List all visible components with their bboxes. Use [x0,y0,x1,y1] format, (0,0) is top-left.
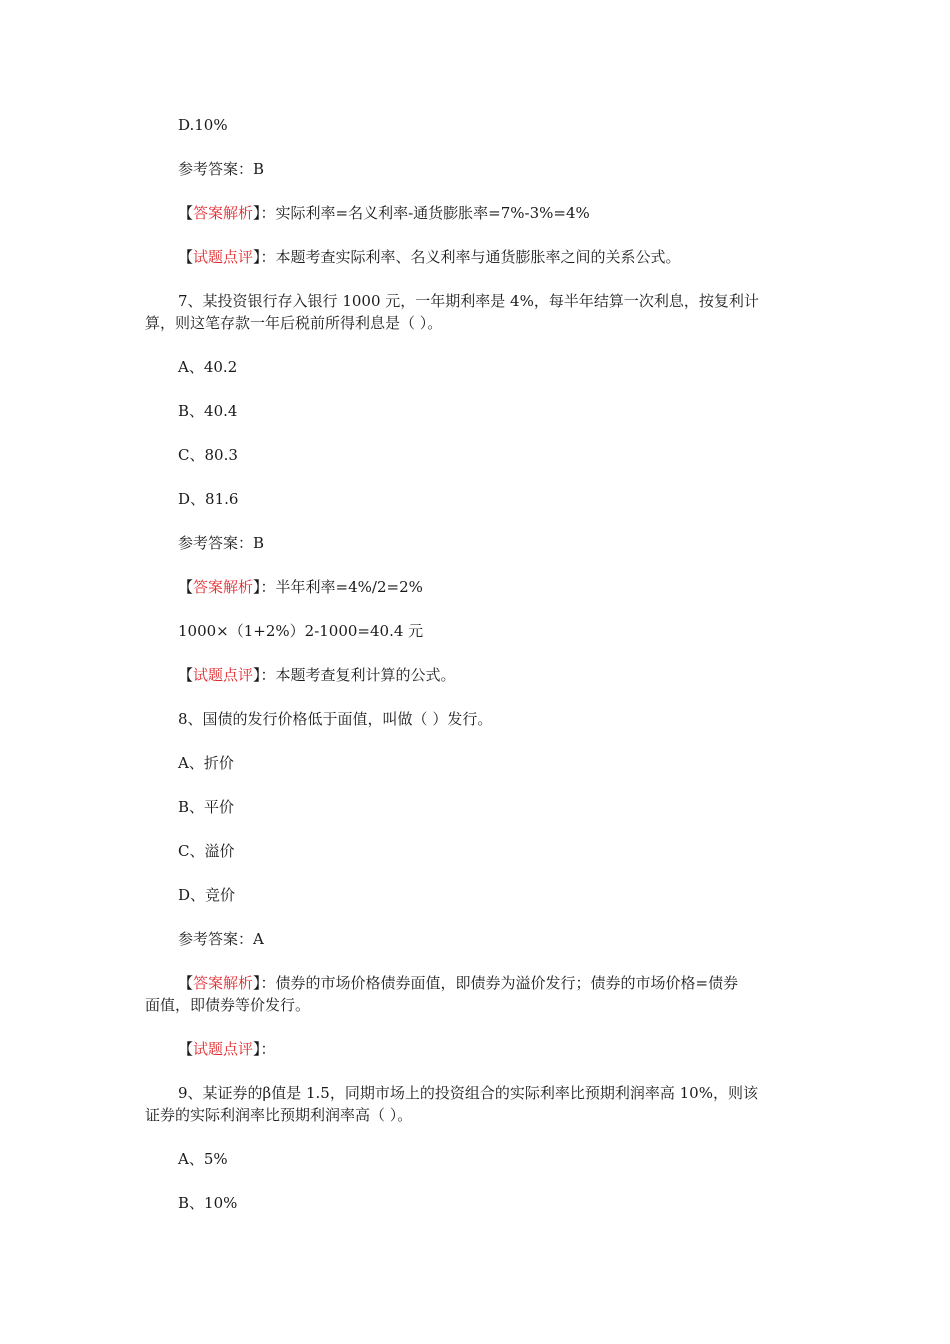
comment-text: ：本题考查实际利率、名义利率与通货膨胀率之间的关系公式。 [260,248,681,266]
comment-label: 试题点评 [193,1040,254,1058]
q8-answer: 参考答案：A [178,930,264,948]
q7-question-line1: 7、某投资银行存入银行 1000 元，一年期利率是 4%，每半年结算一次利息，按复利计 [178,292,759,310]
comment-text: ： [260,1040,276,1058]
comment-label: 试题点评 [193,248,254,266]
q8-option-b: B、平价 [178,798,235,816]
analysis-text: ：债券的市场价格债券面值，即债券为溢价发行；债券的市场价格=债券 [260,974,739,992]
analysis-label: 答案解析 [193,974,254,992]
analysis-text: ：实际利率=名义利率-通货膨胀率=7%-3%=4% [260,204,590,222]
bracket-close: 】 [253,248,261,266]
bracket-close: 】 [253,578,261,596]
analysis-label: 答案解析 [193,578,254,596]
q8-option-d: D、竞价 [178,886,236,904]
q7-answer: 参考答案：B [178,534,265,552]
comment-label: 试题点评 [193,666,254,684]
q8-question: 8、国债的发行价格低于面值，叫做（ ）发行。 [178,710,493,728]
q8-comment [0,1038,950,1060]
q7-option-c: C、80.3 [178,446,238,464]
bracket-open: 【 [178,248,194,266]
comment-text: ：本题考查复利计算的公式。 [260,666,456,684]
q9-question-line2: 证券的实际利润率比预期利润率高（ ）。 [145,1106,413,1124]
q8-analysis-line2: 面值，即债券等价发行。 [145,996,311,1014]
bracket-close: 】 [253,974,261,992]
q7-analysis [0,576,950,598]
q6-comment [0,246,950,268]
bracket-open: 【 [178,578,194,596]
bracket-close: 】 [253,666,261,684]
q9-question-line1: 9、某证券的β值是 1.5，同期市场上的投资组合的实际利率比预期利润率高 10%，则该 [178,1084,758,1102]
q8-option-a: A、折价 [178,754,234,772]
q6-answer: 参考答案：B [178,160,265,178]
q7-formula: 1000×（1+2%）2-1000=40.4 元 [178,622,424,640]
q7-question-line2: 算，则这笔存款一年后税前所得利息是（ ）。 [145,314,443,332]
q6-option-d: D.10% [178,116,228,134]
q6-analysis [0,202,950,224]
q7-option-b: B、40.4 [178,402,238,420]
bracket-open: 【 [178,974,194,992]
bracket-close: 】 [253,1040,261,1058]
q8-option-c: C、溢价 [178,842,235,860]
analysis-text: ：半年利率=4%/2=2% [260,578,423,596]
q8-analysis-line1 [0,972,950,994]
bracket-close: 】 [253,204,261,222]
q9-option-b: B、10% [178,1194,238,1212]
bracket-open: 【 [178,666,194,684]
bracket-open: 【 [178,204,194,222]
q7-option-d: D、81.6 [178,490,239,508]
q7-option-a: A、40.2 [178,358,238,376]
bracket-open: 【 [178,1040,194,1058]
q9-option-a: A、5% [178,1150,228,1168]
analysis-label: 答案解析 [193,204,254,222]
q7-comment [0,664,950,686]
